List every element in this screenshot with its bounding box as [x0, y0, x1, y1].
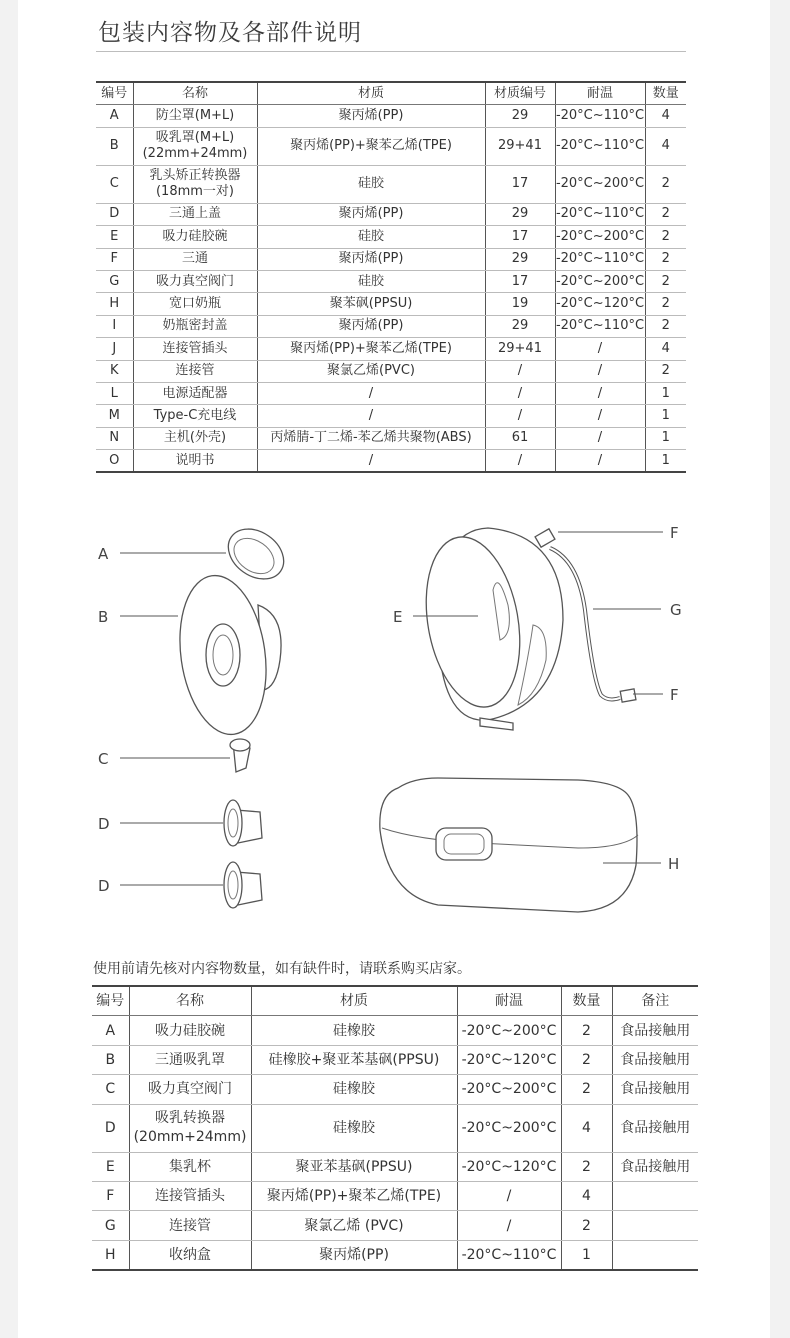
- column-header: 材质: [251, 986, 457, 1016]
- table-cell: 收纳盒: [129, 1240, 251, 1270]
- table-cell: [612, 1240, 698, 1270]
- table-cell: 宽口奶瓶: [133, 293, 257, 315]
- table-cell: 29+41: [485, 127, 555, 165]
- table-cell: [133, 127, 257, 165]
- silicone-bowl-drawing: [414, 528, 563, 730]
- column-header: 名称: [133, 82, 257, 105]
- table-cell: 硅胶: [257, 226, 485, 248]
- table-cell: 三通上盖: [133, 203, 257, 225]
- dust-cover-drawing: [219, 519, 293, 589]
- table-cell: /: [485, 450, 555, 473]
- coupler-drawing-1: [224, 800, 262, 846]
- table-cell: 聚丙烯(PP): [257, 203, 485, 225]
- column-header: 名称: [129, 986, 251, 1016]
- table-cell: 连接管插头: [129, 1181, 251, 1210]
- table-cell: 聚丙烯(PP): [257, 315, 485, 337]
- column-header: 材质: [257, 82, 485, 105]
- table-row: [96, 293, 686, 315]
- label-D-1: D: [98, 815, 110, 833]
- table-cell: 4: [561, 1104, 612, 1152]
- label-G: G: [670, 601, 682, 619]
- label-H: H: [668, 855, 680, 873]
- table-cell: K: [96, 360, 133, 382]
- parts-illustration: [18, 510, 770, 930]
- table-cell: 三通: [133, 248, 257, 270]
- table-cell: G: [92, 1211, 129, 1240]
- table-cell: C: [96, 165, 133, 203]
- table-cell: /: [257, 450, 485, 473]
- table-header: [92, 986, 698, 1016]
- table-cell: 4: [645, 127, 686, 165]
- check-contents-note: 使用前请先核对内容物数量，如有缺件时，请联系购买店家。: [93, 961, 471, 977]
- table-cell: 4: [645, 338, 686, 360]
- table-row: [96, 248, 686, 270]
- table-cell: 吸力真空阀门: [129, 1075, 251, 1104]
- table-cell: 1: [645, 427, 686, 449]
- name-line-2: (18mm一对): [155, 184, 234, 200]
- table-cell: 电源适配器: [133, 382, 257, 404]
- table-cell: 防尘罩(M+L): [133, 105, 257, 127]
- table-row: [92, 1152, 698, 1181]
- page-title: 包装内容物及各部件说明: [98, 20, 362, 46]
- table-cell: 食品接触用: [612, 1075, 698, 1104]
- table-cell: A: [92, 1016, 129, 1045]
- table-cell: 吸力真空阀门: [133, 270, 257, 292]
- table-row: [96, 127, 686, 165]
- table-cell: 2: [561, 1075, 612, 1104]
- table-cell: 2: [561, 1016, 612, 1045]
- table-row: [92, 1016, 698, 1045]
- table-cell: M: [96, 405, 133, 427]
- table-cell: -20°C~200°C: [457, 1075, 561, 1104]
- table-cell: 17: [485, 165, 555, 203]
- table-cell: 4: [645, 105, 686, 127]
- name-line-1: 吸乳转换器: [155, 1110, 225, 1127]
- column-header: 耐温: [555, 82, 645, 105]
- table-cell: 食品接触用: [612, 1152, 698, 1181]
- table-cell: /: [555, 338, 645, 360]
- table-cell: 吸力硅胶碗: [133, 226, 257, 248]
- table-cell: -20°C~200°C: [555, 165, 645, 203]
- label-B: B: [98, 608, 109, 626]
- table-cell: 29: [485, 315, 555, 337]
- table-cell: 2: [645, 293, 686, 315]
- table-cell: /: [555, 360, 645, 382]
- table-cell: 19: [485, 293, 555, 315]
- table-cell: 硅胶: [257, 165, 485, 203]
- table-cell: /: [485, 405, 555, 427]
- table-cell: 食品接触用: [612, 1104, 698, 1152]
- table-cell: -20°C~110°C: [555, 203, 645, 225]
- table-cell: E: [96, 226, 133, 248]
- table-cell: 说明书: [133, 450, 257, 473]
- table-cell: 丙烯腈-丁二烯-苯乙烯共聚物(ABS): [257, 427, 485, 449]
- name-line-2: (20mm+24mm): [133, 1129, 247, 1146]
- table-cell: 29: [485, 203, 555, 225]
- table-cell: H: [96, 293, 133, 315]
- table-cell: 2: [561, 1152, 612, 1181]
- table-cell: 29+41: [485, 338, 555, 360]
- table-cell: 集乳杯: [129, 1152, 251, 1181]
- table-cell: 聚丙烯(PP)+聚苯乙烯(TPE): [257, 338, 485, 360]
- table-row: [96, 226, 686, 248]
- table-cell: 2: [645, 270, 686, 292]
- name-line-1: 乳头矫正转换器: [149, 168, 241, 184]
- table-cell: /: [457, 1181, 561, 1210]
- table-cell: 聚丙烯(PP): [257, 105, 485, 127]
- table-row: [96, 105, 686, 127]
- table-row: [96, 270, 686, 292]
- table-cell: 主机(外壳): [133, 427, 257, 449]
- table-cell: J: [96, 338, 133, 360]
- table-cell: 61: [485, 427, 555, 449]
- table-cell: 聚氯乙烯 (PVC): [251, 1211, 457, 1240]
- table-row: [92, 1240, 698, 1270]
- table-cell: 2: [645, 165, 686, 203]
- table-cell: -20°C~200°C: [457, 1016, 561, 1045]
- table-cell: -20°C~110°C: [555, 315, 645, 337]
- table-cell: [612, 1211, 698, 1240]
- table-cell: 1: [645, 405, 686, 427]
- table-cell: [612, 1181, 698, 1210]
- table-cell: G: [96, 270, 133, 292]
- table-cell: F: [92, 1181, 129, 1210]
- table-row: [92, 1075, 698, 1104]
- breast-shield-drawing: [170, 570, 281, 740]
- table-cell: 29: [485, 248, 555, 270]
- converter-drawing: [230, 739, 250, 772]
- table-cell: 聚丙烯(PP)+聚苯乙烯(TPE): [257, 127, 485, 165]
- name-line-1: 吸乳罩(M+L): [155, 130, 235, 146]
- table-cell: A: [96, 105, 133, 127]
- label-F-1: F: [670, 524, 679, 542]
- table-cell: E: [92, 1152, 129, 1181]
- table-row: [92, 1211, 698, 1240]
- table-cell: N: [96, 427, 133, 449]
- table-cell: 聚丙烯(PP): [251, 1240, 457, 1270]
- table-cell: 29: [485, 105, 555, 127]
- table-cell: 聚亚苯基砜(PPSU): [251, 1152, 457, 1181]
- column-header: 耐温: [457, 986, 561, 1016]
- label-D-2: D: [98, 877, 110, 895]
- storage-box-drawing: [380, 778, 638, 912]
- table-cell: 4: [561, 1181, 612, 1210]
- table-cell: 17: [485, 270, 555, 292]
- table-cell: F: [96, 248, 133, 270]
- table-cell: 2: [561, 1211, 612, 1240]
- table-cell: 连接管插头: [133, 338, 257, 360]
- table-cell: 吸力硅胶碗: [129, 1016, 251, 1045]
- table-cell: 食品接触用: [612, 1045, 698, 1074]
- table-cell: 奶瓶密封盖: [133, 315, 257, 337]
- table-cell: L: [96, 382, 133, 404]
- table-cell: 连接管: [133, 360, 257, 382]
- table-cell: /: [485, 382, 555, 404]
- table-cell: 硅橡胶: [251, 1104, 457, 1152]
- table-cell: /: [555, 427, 645, 449]
- table-cell: -20°C~120°C: [555, 293, 645, 315]
- table-cell: 1: [645, 382, 686, 404]
- column-header: 备注: [612, 986, 698, 1016]
- table-row: [92, 1045, 698, 1074]
- table-cell: 硅橡胶: [251, 1075, 457, 1104]
- table-row: [96, 450, 686, 473]
- table-cell: /: [257, 382, 485, 404]
- table-cell: I: [96, 315, 133, 337]
- table-cell: [129, 1104, 251, 1152]
- label-C: C: [98, 750, 109, 768]
- table-row: [96, 427, 686, 449]
- table-cell: D: [92, 1104, 129, 1152]
- table-cell: H: [92, 1240, 129, 1270]
- table-cell: 硅橡胶: [251, 1016, 457, 1045]
- table-cell: -20°C~110°C: [555, 248, 645, 270]
- table-cell: 连接管: [129, 1211, 251, 1240]
- table-cell: /: [555, 382, 645, 404]
- table-row: [96, 382, 686, 404]
- coupler-drawing-2: [224, 862, 262, 908]
- table-row: [96, 360, 686, 382]
- parts-material-table: [92, 985, 698, 1271]
- table-cell: -20°C~200°C: [555, 226, 645, 248]
- document-page: [18, 0, 770, 1338]
- table-cell: 聚丙烯(PP): [257, 248, 485, 270]
- table-row: [96, 203, 686, 225]
- table-cell: -20°C~120°C: [457, 1152, 561, 1181]
- title-divider: [96, 51, 686, 52]
- table-cell: 三通吸乳罩: [129, 1045, 251, 1074]
- table-cell: 2: [561, 1045, 612, 1074]
- column-header: 编号: [92, 986, 129, 1016]
- table-row: [96, 338, 686, 360]
- table-cell: -20°C~200°C: [555, 270, 645, 292]
- table-cell: Type-C充电线: [133, 405, 257, 427]
- table-cell: 聚苯砜(PPSU): [257, 293, 485, 315]
- table-header: [96, 82, 686, 105]
- label-F-2: F: [670, 686, 679, 704]
- table-cell: 聚氯乙烯(PVC): [257, 360, 485, 382]
- table-cell: [133, 165, 257, 203]
- table-cell: 硅胶: [257, 270, 485, 292]
- package-contents-table: [96, 81, 686, 473]
- table-row: [96, 315, 686, 337]
- table-row: [96, 405, 686, 427]
- table-row: [92, 1181, 698, 1210]
- table-cell: 17: [485, 226, 555, 248]
- table-cell: /: [485, 360, 555, 382]
- label-E: E: [393, 608, 403, 626]
- table-cell: 2: [645, 203, 686, 225]
- table-cell: B: [92, 1045, 129, 1074]
- table-cell: B: [96, 127, 133, 165]
- table-row: [96, 165, 686, 203]
- table-cell: /: [555, 405, 645, 427]
- table-cell: 1: [645, 450, 686, 473]
- table-cell: -20°C~200°C: [457, 1104, 561, 1152]
- table-cell: 硅橡胶+聚亚苯基砜(PPSU): [251, 1045, 457, 1074]
- table-cell: 2: [645, 315, 686, 337]
- table-cell: 食品接触用: [612, 1016, 698, 1045]
- table-cell: /: [555, 450, 645, 473]
- table-cell: -20°C~110°C: [555, 105, 645, 127]
- table-cell: D: [96, 203, 133, 225]
- table-cell: 2: [645, 248, 686, 270]
- name-line-2: (22mm+24mm): [142, 146, 248, 162]
- table-row: [92, 1104, 698, 1152]
- table-cell: C: [92, 1075, 129, 1104]
- table-cell: 2: [645, 226, 686, 248]
- table-cell: /: [457, 1211, 561, 1240]
- table-cell: -20°C~120°C: [457, 1045, 561, 1074]
- table-cell: -20°C~110°C: [555, 127, 645, 165]
- table-cell: 聚丙烯(PP)+聚苯乙烯(TPE): [251, 1181, 457, 1210]
- table-cell: 1: [561, 1240, 612, 1270]
- column-header: 数量: [561, 986, 612, 1016]
- table-cell: -20°C~110°C: [457, 1240, 561, 1270]
- column-header: 编号: [96, 82, 133, 105]
- table-cell: /: [257, 405, 485, 427]
- table-cell: O: [96, 450, 133, 473]
- label-A: A: [98, 545, 109, 563]
- table-cell: 2: [645, 360, 686, 382]
- column-header: 材质编号: [485, 82, 555, 105]
- column-header: 数量: [645, 82, 686, 105]
